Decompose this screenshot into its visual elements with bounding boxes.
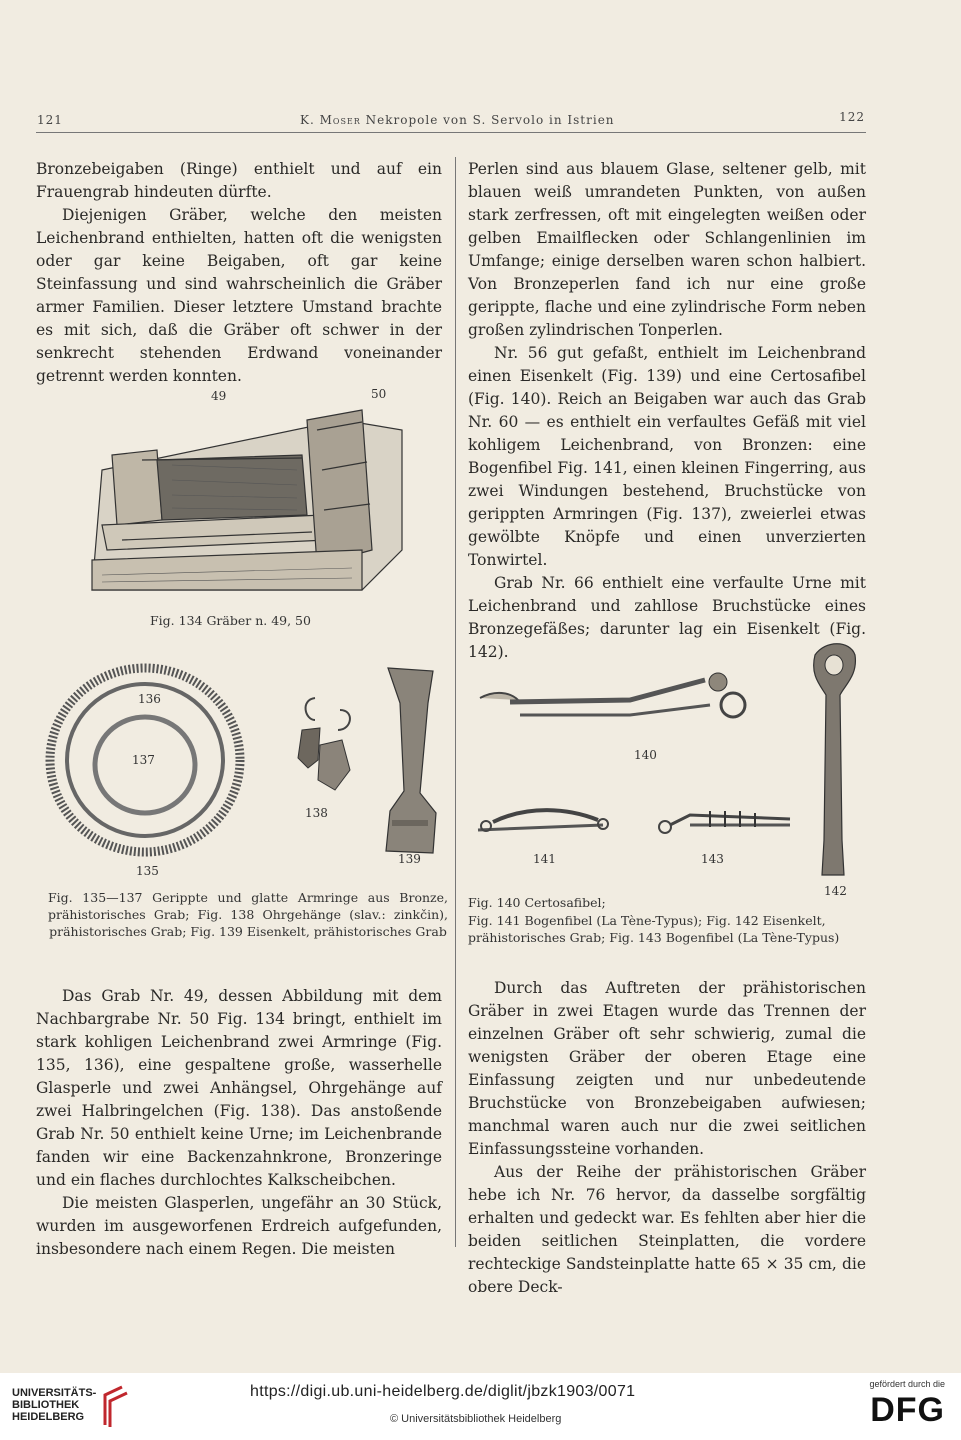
fig134-label-50: 50 xyxy=(371,387,387,401)
paragraph: Perlen sind aus blauem Glase, seltener gelb, mit blauen weiß umrandeten Punkten, von außen stark zerfressen, oft mit eingelegten weißen oder gelben Emailflecken oder Schlangenlinien im Umfange; einige derselben waren schon halbiert. Von Bronzeperlen fand ich nur eine große gerippte, flache und eine zylindrische Form neben großen zylindrischen Tonperlen. xyxy=(468,160,866,339)
label-141: 141 xyxy=(533,852,556,866)
paragraph: Die meisten Glasperlen, ungefähr an 30 Stück, wurden im ausgeworfenen Erdreich aufgefunden, insbesondere nach einem Regen. Die meisten xyxy=(36,1194,442,1258)
paragraph: Diejenigen Gräber, welche den meisten Leichenbrand enthielten, hatten oft die wenigsten oder gar keine Beigaben, oft gar keine Steinfassung und sind wahrscheinlich die Gräber armer Familien. Dieser letztere Umstand brachte es mit sich, daß die Gräber oft schwer in der senkrecht stehenden Erdwand voneinander getrennt werden konnten. xyxy=(36,206,442,385)
right-column-bottom-text xyxy=(468,977,866,1299)
library-name-line3: HEIDELBERG xyxy=(12,1411,85,1423)
fig142-iron-celt xyxy=(800,640,865,880)
header-rule xyxy=(36,132,866,133)
caption-fig140: Fig. 140 Certosafibel; xyxy=(468,895,606,910)
fig139-iron-celt xyxy=(378,663,443,858)
dfg-logo[interactable]: DFG xyxy=(870,1391,945,1429)
permalink-url[interactable]: https://digi.ub.uni-heidelberg.de/diglit/jbzk1903/0071 xyxy=(250,1383,636,1400)
fig138-earrings xyxy=(280,690,360,800)
library-emblem-icon xyxy=(100,1385,130,1429)
fig134-grave-illustration xyxy=(62,400,422,605)
funding-label: gefördert durch die xyxy=(869,1379,945,1389)
page-number-right: 122 xyxy=(839,110,865,124)
paragraph: Grab Nr. 66 enthielt eine verfaulte Urne mit Leichenbrand und zahllose Bruchstücke eines Bronzegefäßes; darunter lag ein Eisenkelt (Fig. 142). xyxy=(468,574,866,661)
running-title xyxy=(300,113,615,127)
caption-fig141-143: Fig. 141 Bogenfibel (La Tène-Typus); Fig. 142 Eisenkelt, prähistorisches Grab; Fig. 143 Bogenfibel (La Tène-Typus) xyxy=(468,913,840,945)
library-name-line2: BIBLIOTHEK xyxy=(12,1399,80,1411)
label-143: 143 xyxy=(701,852,724,866)
column-divider xyxy=(455,157,456,1247)
fig134-label-49: 49 xyxy=(211,389,227,403)
left-column-top-text xyxy=(36,158,442,388)
fig141-bow-fibula xyxy=(468,800,618,845)
fig140-certosa-fibula xyxy=(470,660,760,750)
label-138: 138 xyxy=(305,806,328,820)
paragraph: Aus der Reihe der prähistorischen Gräber hebe ich Nr. 76 hervor, da dasselbe sorgfältig erhalten und gedeckt war. Es fehlten aber hier die beiden seitlichen Steinplatten, die vordere rechteckige Sandsteinplatte hatte 65 × 35 cm, die obere Deck- xyxy=(468,1163,866,1296)
label-139: 139 xyxy=(398,852,421,866)
label-137: 137 xyxy=(132,753,155,767)
running-title-author: K. Moser xyxy=(300,113,361,127)
right-column-top-text xyxy=(468,158,866,664)
viewer-footer xyxy=(0,1373,961,1440)
label-140: 140 xyxy=(634,748,657,762)
paragraph: Durch das Auftreten der prähistorischen Gräber in zwei Etagen wurde das Trennen der einzelnen Gräber oft sehr schwierig, zumal die wenigsten Gräber der oberen Etage eine Einfassung zeigten und nur unbedeutende Bruchstücke von Bronzebeigaben aufwiesen; manchmal waren auch nur die zwei seitlichen Einfassungssteine vorhanden. xyxy=(468,979,866,1158)
label-136: 136 xyxy=(138,692,161,706)
page-number-left: 121 xyxy=(37,113,63,127)
library-name-line1: UNIVERSITÄTS- xyxy=(12,1387,97,1399)
paragraph: Das Grab Nr. 49, dessen Abbildung mit dem Nachbargrabe Nr. 50 Fig. 134 bringt, enthielt im stark kohligen Leichenbrand zwei Armringe (Fig. 135, 136), eine gespaltene große, wasserhelle Glasperle und zwei Anhängsel, Ohrgehänge auf zwei Halbringelchen (Fig. 138). Das anstoßende Grab Nr. 50 enthielt keine Urne; im Leichenbrande fanden wir eine Backenzahnkrone, Bronzeringe und ein flaches durchlochtes Kalkscheibchen. xyxy=(36,987,442,1189)
fig143-bow-fibula xyxy=(650,795,805,845)
label-142: 142 xyxy=(824,884,847,898)
caption-fig135-139: Fig. 135—137 Gerippte und glatte Armringe aus Bronze, prähistorisches Grab; Fig. 138 Ohrgehänge (slav.: zinkčin), prähistorisches Grab; Fig. 139 Eisenkelt, prähistorisches Grab xyxy=(48,890,448,939)
library-logo[interactable] xyxy=(12,1387,96,1423)
left-column-bottom-text xyxy=(36,985,442,1261)
fig134-caption: Fig. 134 Gräber n. 49, 50 xyxy=(150,613,311,628)
copyright-notice: © Universitätsbibliothek Heidelberg xyxy=(390,1413,562,1425)
running-title-text: Nekropole von S. Servolo in Istrien xyxy=(365,113,615,127)
paragraph: Bronzebeigaben (Ringe) enthielt und auf ein Frauengrab hindeuten dürfte. xyxy=(36,160,442,201)
paragraph: Nr. 56 gut gefaßt, enthielt im Leichenbrand einen Eisenkelt (Fig. 139) und eine Certosafibel (Fig. 140). Reich an Beigaben war auch das Grab Nr. 60 — es enthielt ein verfaultes Gefäß mit viel kohligem Leichenbrand, von Bronzen: eine Bogenfibel Fig. 141, einen kleinen Fingerring, aus zwei Windungen bestehend, Bruchstücke von gerippten Armringen (Fig. 137), zweierlei etwas gewölbte Knöpfe und einen unverzierten Tonwirtel. xyxy=(468,344,866,569)
label-135: 135 xyxy=(136,864,159,878)
